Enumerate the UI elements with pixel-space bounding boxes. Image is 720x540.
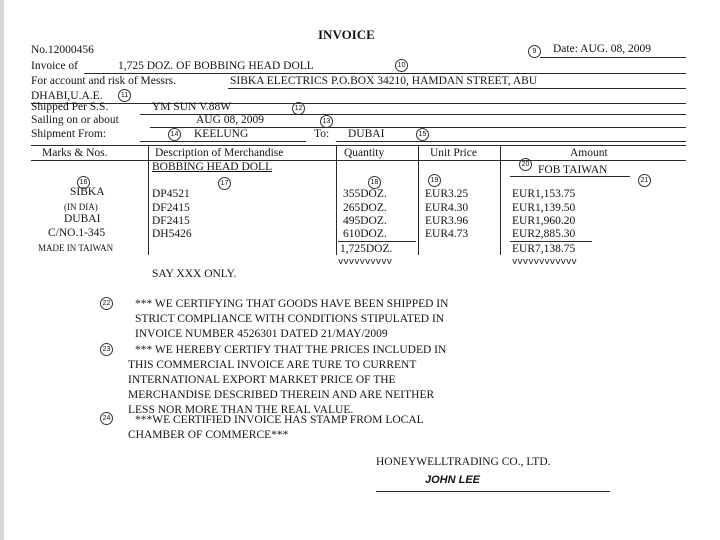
row-4-item: DH5426: [152, 228, 192, 240]
marks-line-4: C/NO.1-345: [48, 227, 106, 239]
signer-name: JOHN LEE: [425, 474, 481, 486]
row-4-amount: EUR2,885.30: [512, 228, 576, 240]
circle-marker-16: 16: [77, 176, 90, 189]
shipped-value: YM SUN V.88W: [152, 101, 232, 113]
circle-marker-19: 19: [428, 174, 441, 187]
clause-1-line-3: INVOICE NUMBER 4526301 DATED 21/MAY/2009: [135, 328, 388, 340]
shipped-label: Shipped Per S.S.: [31, 101, 109, 113]
circle-marker-11: 11: [118, 89, 131, 102]
document-title: INVOICE: [318, 27, 375, 42]
amount-end-marks: vvvvvvvvvvvv: [512, 257, 577, 267]
row-1-amount: EUR1,153.75: [512, 188, 576, 200]
circle-marker-14: 14: [168, 128, 181, 141]
clause-1-line-2: STRICT COMPLIANCE WITH CONDITIONS STIPULATED IN: [135, 313, 445, 325]
invoice-of-value: 1,725 DOZ. OF BOBBING HEAD DOLL: [118, 60, 314, 72]
to-underline: [336, 141, 686, 142]
circle-marker-17: 17: [218, 177, 231, 190]
say-amount: SAY XXX ONLY.: [152, 268, 237, 280]
shipment-from-value: KEELUNG: [194, 128, 249, 140]
row-3-item: DF2415: [152, 215, 190, 227]
total-amount: EUR7,138.75: [512, 243, 576, 255]
row-1-price: EUR3.25: [425, 188, 469, 200]
circle-marker-18: 18: [368, 176, 381, 189]
circle-marker-12: 12: [292, 102, 305, 115]
row-3-price: EUR3.96: [425, 215, 469, 227]
header-amount: Amount: [570, 147, 608, 159]
circle-marker-22: 22: [100, 297, 113, 310]
product-name: BOBBING HEAD DOLL: [152, 161, 273, 173]
account-value-line1: SIBKA ELECTRICS P.O.BOX 34210, HAMDAN STREET, ABU: [230, 75, 538, 87]
invoice-of-underline: [84, 73, 686, 74]
circle-marker-23: 23: [100, 343, 113, 356]
circle-marker-9: 9: [528, 45, 541, 58]
marks-line-2: (IN DIA): [64, 202, 98, 212]
circle-marker-10: 10: [395, 59, 408, 72]
row-4-qty: 610DOZ.: [343, 228, 387, 240]
column-divider-2: [336, 145, 337, 255]
account-underline-2: [31, 103, 686, 104]
row-3-qty: 495DOZ.: [343, 215, 387, 227]
quantity-end-marks: vvvvvvvvvv: [338, 257, 393, 267]
account-value-line2: DHABI,U.A.E.: [31, 90, 103, 102]
table-top-rule: [31, 145, 686, 146]
marks-line-1: SIBKA: [70, 186, 105, 198]
qty-subtotal-rule: [338, 241, 416, 242]
clause-1-line-1: *** WE CERTIFYING THAT GOODS HAVE BEEN SHIPPED IN: [135, 298, 449, 310]
total-quantity: 1,725DOZ.: [340, 243, 393, 255]
row-3-amount: EUR1,960.20: [512, 215, 576, 227]
column-divider-4: [500, 145, 501, 255]
circle-marker-20: 20: [519, 158, 532, 171]
invoice-date: Date: AUG. 08, 2009: [553, 43, 652, 55]
clause-3-line-2: CHAMBER OF COMMERCE***: [128, 429, 289, 441]
header-bottom-rule: [31, 160, 686, 161]
circle-marker-24: 24: [100, 412, 113, 425]
row-1-item: DP4521: [152, 188, 190, 200]
company-name: HONEYWELLTRADING CO., LTD.: [376, 456, 551, 468]
page-edge: [0, 0, 4, 540]
header-unit-price: Unit Price: [430, 147, 477, 159]
from-underline: [140, 141, 306, 142]
header-description: Description of Merchandise: [155, 147, 284, 159]
signature-line: [376, 491, 610, 492]
clause-3-line-1: ***WE CERTIFIED INVOICE HAS STAMP FROM LOCAL: [135, 414, 424, 426]
account-underline-1: [228, 88, 686, 89]
row-2-qty: 265DOZ.: [343, 202, 387, 214]
row-4-price: EUR4.73: [425, 228, 469, 240]
date-underline: [540, 57, 686, 58]
column-divider-3: [418, 145, 419, 255]
invoice-number: No.12000456: [31, 44, 94, 56]
shipment-from-label: Shipment From:: [31, 128, 107, 140]
row-1-qty: 355DOZ.: [343, 188, 387, 200]
shipment-to-value: DUBAI: [348, 128, 385, 140]
clause-2-line-2: THIS COMMERCIAL INVOICE ARE TURE TO CURRENT: [128, 359, 417, 371]
header-quantity: Quantity: [344, 147, 385, 159]
sailing-label: Sailing on or about: [31, 114, 119, 126]
shipment-to-label: To:: [314, 128, 330, 140]
row-2-item: DF2415: [152, 202, 190, 214]
circle-marker-21: 21: [638, 174, 651, 187]
row-2-price: EUR4.30: [425, 202, 469, 214]
marks-line-5: MADE IN TAIWAN: [38, 243, 114, 253]
clause-2-line-3: INTERNATIONAL EXPORT MARKET PRICE OF THE: [128, 374, 396, 386]
fob-term: FOB TAIWAN: [538, 164, 608, 176]
invoice-of-label: Invoice of: [31, 60, 78, 72]
circle-marker-15: 15: [416, 128, 429, 141]
marks-line-3: DUBAI: [64, 213, 101, 225]
row-2-amount: EUR1,139.50: [512, 202, 576, 214]
circle-marker-13: 13: [320, 115, 333, 128]
fob-underline: [510, 176, 630, 177]
clause-2-line-1: *** WE HEREBY CERTIFY THAT THE PRICES INCLUDED IN: [135, 344, 447, 356]
sailing-value: AUG 08, 2009: [196, 114, 265, 126]
account-label: For account and risk of Messrs.: [31, 75, 177, 87]
clause-2-line-5: LESS NOR MORE THAN THE REAL VALUE.: [128, 404, 354, 416]
column-divider-1: [148, 145, 149, 255]
header-marks: Marks & Nos.: [42, 147, 108, 159]
clause-2-line-4: MERCHANDISE DESCRIBED THEREIN AND ARE NEITHER: [128, 389, 435, 401]
amount-subtotal-rule: [510, 241, 592, 242]
